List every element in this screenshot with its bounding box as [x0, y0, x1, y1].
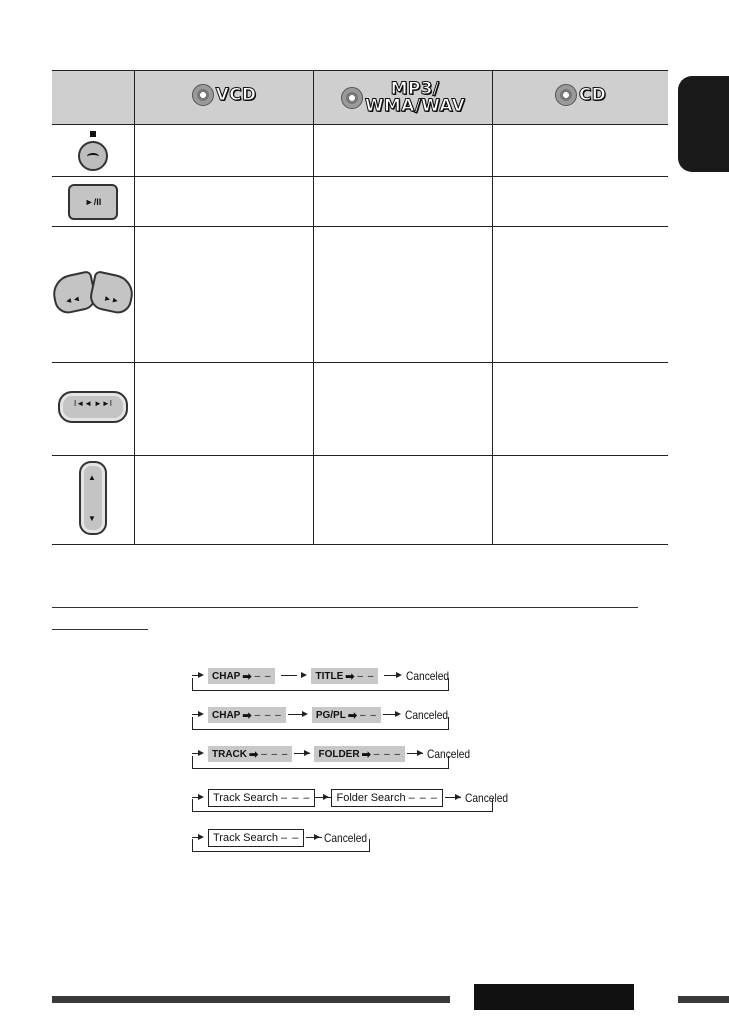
mp3-cell: [314, 227, 493, 363]
disc-icon: [192, 84, 214, 106]
header-blank-cell: [52, 71, 135, 125]
arrow-icon: [294, 749, 312, 759]
flow-step: PG/PL ➡ – –: [312, 707, 381, 723]
mp3-cell: [314, 456, 493, 545]
button-cell: [52, 125, 135, 177]
flow-step: CHAP ➡ – –: [208, 668, 275, 684]
vcd-cell: [135, 177, 314, 227]
stop-button-icon: [76, 131, 110, 165]
up-down-buttons-icon: ▲ ▼: [79, 461, 107, 535]
section-rule-short: [52, 629, 148, 630]
arrow-icon: [192, 749, 206, 759]
arrow-icon: [306, 833, 322, 843]
table-row: [52, 125, 668, 177]
arrow-icon: [407, 749, 425, 759]
footer-bar-left: [52, 996, 450, 1003]
mp3-cell: [314, 363, 493, 456]
cd-cell: [493, 227, 669, 363]
flow-step: CHAP ➡ – – –: [208, 707, 286, 723]
skip-buttons-icon: I◄◄ ►►I: [58, 391, 128, 423]
table-row: [52, 177, 668, 227]
disc-icon: [555, 84, 577, 106]
canceled-label: Canceled: [324, 831, 368, 845]
flow-step: TRACK ➡ – – –: [208, 746, 292, 762]
mp3-cell: [314, 125, 493, 177]
arrow-icon: [315, 793, 331, 803]
table-row: [52, 363, 668, 456]
canceled-label: Canceled: [465, 791, 509, 805]
button-cell: [52, 227, 135, 363]
cd-cell: [493, 177, 669, 227]
vcd-cell: [135, 363, 314, 456]
canceled-label: Canceled: [406, 669, 450, 683]
flow-step: Folder Search – – –: [331, 789, 443, 807]
table-row: [52, 456, 668, 545]
vcd-cell: [135, 125, 314, 177]
arrow-icon: [288, 710, 310, 720]
canceled-label: Canceled: [427, 747, 471, 761]
disc-icon: [341, 87, 363, 109]
footer-bar-right: [678, 996, 729, 1003]
vcd-cell: [135, 227, 314, 363]
footer-page-box: [474, 984, 634, 1010]
arrow-icon: [383, 710, 403, 720]
section-rule: [52, 607, 638, 608]
arrow-icon: [192, 710, 206, 720]
canceled-label: Canceled: [404, 708, 449, 722]
cd-cell: [493, 125, 669, 177]
header-vcd: VCD: [135, 71, 314, 125]
vcd-cell: [135, 456, 314, 545]
arrow-icon: [445, 793, 463, 803]
arrow-icon: [281, 671, 309, 681]
flow-step: Track Search – – –: [208, 789, 315, 807]
arrow-icon: [192, 793, 206, 803]
button-cell: [52, 363, 135, 456]
language-tab: [678, 76, 729, 172]
play-pause-button-icon: ►/II: [68, 184, 118, 220]
table-row: [52, 227, 668, 363]
cd-cell: [493, 363, 669, 456]
disc-operations-table: [52, 70, 668, 545]
flow-step: TITLE ➡ – –: [311, 668, 378, 684]
arrow-icon: [192, 671, 206, 681]
header-mp3-wma-wav: MP3/ WMA/WAV: [314, 71, 493, 125]
mp3-cell: [314, 177, 493, 227]
table-header-row: [52, 71, 668, 125]
cd-cell: [493, 456, 669, 545]
flow-step: FOLDER ➡ – – –: [314, 746, 405, 762]
button-cell: [52, 456, 135, 545]
flow-step: Track Search – –: [208, 829, 304, 847]
arrow-icon: [192, 833, 206, 843]
arrow-icon: [384, 671, 404, 681]
header-cd: CD: [493, 71, 669, 125]
seek-buttons-icon: ◄◄ ►►: [53, 270, 133, 314]
button-cell: [52, 177, 135, 227]
